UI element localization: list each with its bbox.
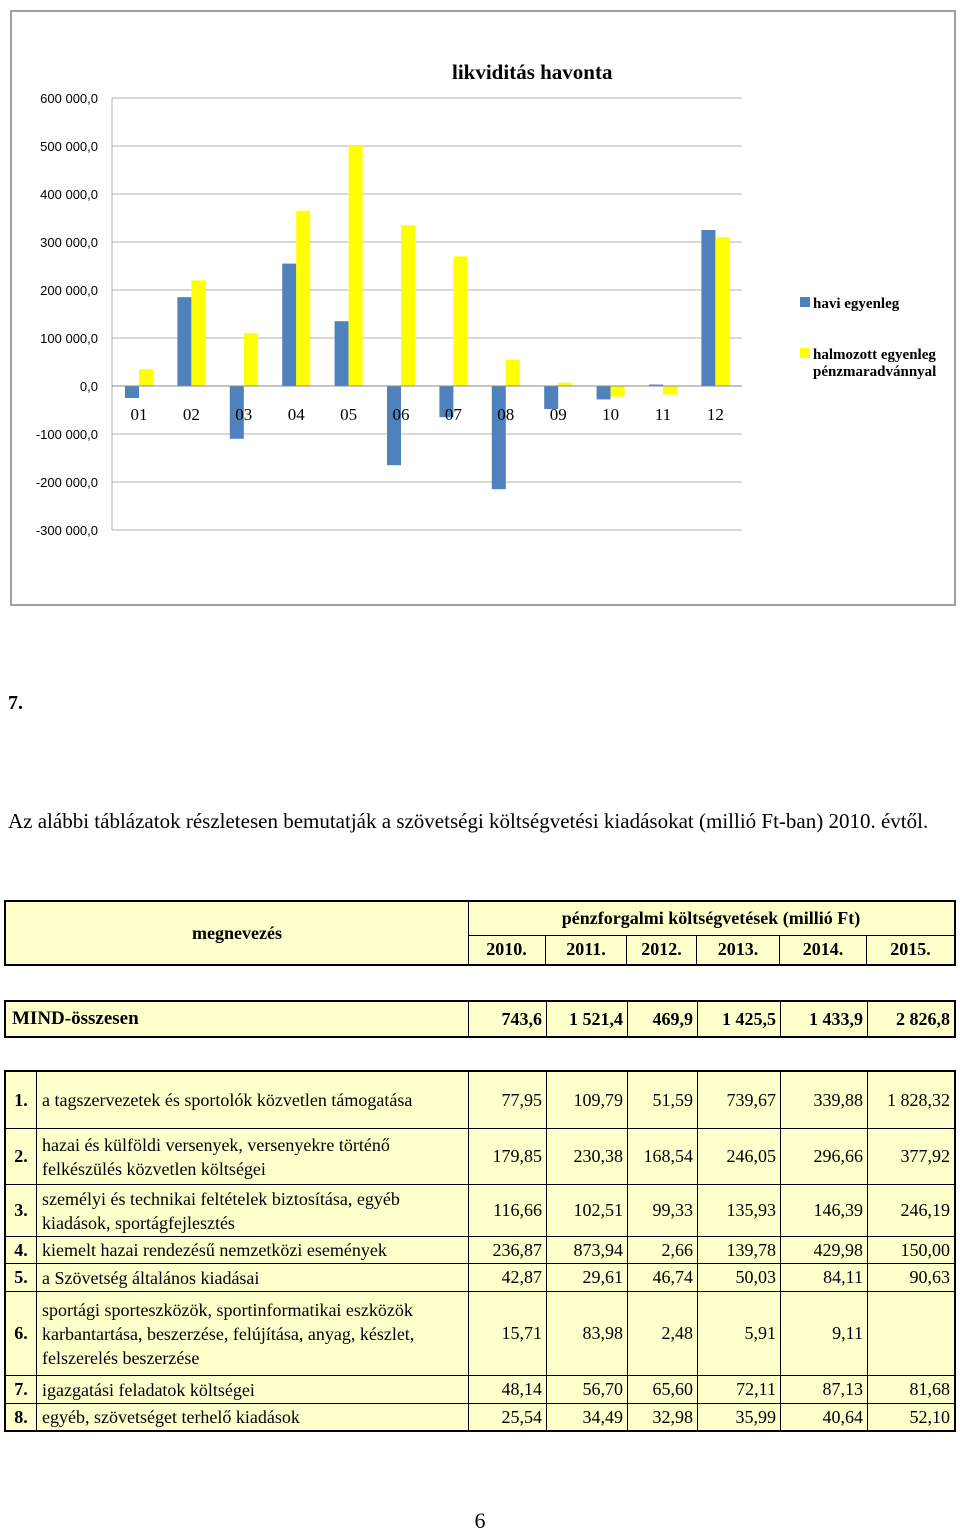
row-value: 102,51 — [546, 1185, 627, 1236]
row-number: 5. — [6, 1264, 37, 1291]
row-value: 296,66 — [780, 1129, 867, 1184]
bar-halmozott-egyenleg — [349, 146, 363, 386]
row-value: 84,11 — [780, 1264, 867, 1291]
x-category-label: 01 — [130, 405, 148, 424]
year-header: 2013. — [697, 935, 780, 964]
page-number: 6 — [474, 1508, 486, 1533]
row-value: 99,33 — [627, 1185, 697, 1236]
year-header: 2012. — [627, 935, 697, 964]
row-number: 4. — [6, 1237, 37, 1263]
x-category-label: 06 — [392, 405, 410, 424]
row-value: 72,11 — [697, 1376, 780, 1403]
year-header: 2015. — [890, 939, 931, 959]
row-value: 52,10 — [867, 1404, 954, 1430]
row-value: 146,39 — [780, 1185, 867, 1236]
name-column-header: megnevezés — [6, 902, 469, 964]
y-tick-label: 400 000,0 — [40, 187, 98, 202]
bar-havi-egyenleg — [701, 230, 715, 386]
row-value: 116,66 — [468, 1185, 546, 1236]
x-category-label: 03 — [235, 405, 253, 424]
row-value: 35,99 — [697, 1404, 780, 1430]
section-number: 7. — [8, 692, 23, 714]
row-name: sportági sporteszközök, sportinformatikai eszközök karbantartása, beszerzése, felújítása, anyag, készlet, felszerelés beszerzése — [42, 1299, 415, 1368]
row-value: 83,98 — [546, 1292, 627, 1375]
row-value: 51,59 — [627, 1072, 697, 1128]
row-value: 15,71 — [468, 1292, 546, 1375]
table-row — [6, 1237, 954, 1264]
row-value: 87,13 — [780, 1376, 867, 1403]
row-value: 9,11 — [780, 1292, 867, 1375]
row-value: 109,79 — [546, 1072, 627, 1128]
row-value: 739,67 — [697, 1072, 780, 1128]
row-value: 81,68 — [867, 1376, 954, 1403]
bar-halmozott-egyenleg — [453, 256, 467, 386]
total-value: 1 433,9 — [780, 1002, 867, 1036]
row-value: 2,48 — [627, 1292, 697, 1375]
bar-halmozott-egyenleg — [663, 386, 677, 395]
row-value — [867, 1292, 954, 1375]
row-value: 179,85 — [468, 1129, 546, 1184]
table-header — [4, 900, 956, 966]
table-row — [6, 1185, 954, 1237]
row-value: 29,61 — [546, 1264, 627, 1291]
row-value: 77,95 — [468, 1072, 546, 1128]
total-value: 743,6 — [468, 1002, 546, 1036]
y-tick-label: 100 000,0 — [40, 331, 98, 346]
bar-halmozott-egyenleg — [715, 237, 729, 386]
x-category-label: 09 — [549, 405, 567, 424]
row-value: 150,00 — [867, 1237, 954, 1263]
legend-swatch-halmozott — [800, 348, 810, 358]
x-category-label: 04 — [287, 405, 305, 424]
total-value: 1 425,5 — [697, 1002, 780, 1036]
row-value: 34,49 — [546, 1404, 627, 1430]
total-value: 1 521,4 — [546, 1002, 627, 1036]
table-row — [6, 1072, 954, 1129]
y-tick-label: 600 000,0 — [40, 91, 98, 106]
bar-halmozott-egyenleg — [611, 386, 625, 397]
row-number: 6. — [6, 1292, 37, 1375]
bar-halmozott-egyenleg — [401, 225, 415, 386]
table-row — [6, 1376, 954, 1404]
bar-havi-egyenleg — [387, 386, 401, 465]
row-value: 873,94 — [546, 1237, 627, 1263]
y-tick-label: -100 000,0 — [35, 427, 98, 442]
legend-swatch-havi — [800, 297, 810, 307]
year-header: 2014. — [780, 935, 867, 964]
year-header: 2010. — [468, 935, 546, 964]
bar-halmozott-egyenleg — [506, 360, 520, 386]
row-value: 50,03 — [697, 1264, 780, 1291]
row-value: 377,92 — [867, 1129, 954, 1184]
row-name: egyéb, szövetséget terhelő kiadások — [42, 1407, 300, 1427]
x-category-label: 10 — [602, 405, 620, 424]
legend-label-halmozott: halmozott egyenleg — [813, 347, 936, 363]
row-value: 168,54 — [627, 1129, 697, 1184]
total-label: MIND-összesen — [12, 1008, 139, 1029]
legend-label-havi: havi egyenleg — [813, 296, 900, 312]
row-number: 8. — [6, 1404, 37, 1430]
bar-havi-egyenleg — [282, 264, 296, 386]
row-value: 25,54 — [468, 1404, 546, 1430]
row-name: kiemelt hazai rendezésű nemzetközi események — [42, 1240, 387, 1260]
row-number: 7. — [6, 1376, 37, 1403]
y-tick-label: -300 000,0 — [35, 523, 98, 538]
bar-halmozott-egyenleg — [296, 211, 310, 386]
total-row — [4, 1000, 956, 1038]
x-category-label: 07 — [444, 405, 462, 424]
row-value: 246,05 — [697, 1129, 780, 1184]
x-category-label: 11 — [654, 405, 672, 424]
table-row — [6, 1404, 954, 1430]
x-category-label: 05 — [340, 405, 358, 424]
y-tick-label: 500 000,0 — [40, 139, 98, 154]
year-header: 2011. — [546, 935, 627, 964]
y-tick-label: 300 000,0 — [40, 235, 98, 250]
bar-halmozott-egyenleg — [139, 369, 153, 386]
detail-table — [4, 1070, 956, 1432]
row-value: 246,19 — [867, 1185, 954, 1236]
row-value: 139,78 — [697, 1237, 780, 1263]
row-value: 48,14 — [468, 1376, 546, 1403]
x-category-label: 12 — [706, 405, 724, 424]
row-value: 1 828,32 — [867, 1072, 954, 1128]
row-number: 2. — [6, 1129, 37, 1184]
row-name: hazai és külföldi versenyek, versenyekre történő felkészülés közvetlen költségei — [42, 1134, 390, 1179]
row-name: a Szövetség általános kiadásai — [42, 1267, 260, 1288]
y-tick-label: 200 000,0 — [40, 283, 98, 298]
total-value: 469,9 — [627, 1002, 697, 1036]
bar-havi-egyenleg — [335, 321, 349, 386]
total-value: 2 826,8 — [867, 1002, 954, 1036]
budget-group-header: pénzforgalmi költségvetések (millió Ft) — [468, 902, 954, 936]
row-value: 32,98 — [627, 1404, 697, 1430]
row-number: 3. — [6, 1185, 37, 1236]
bar-halmozott-egyenleg — [191, 280, 205, 386]
row-value: 230,38 — [546, 1129, 627, 1184]
row-value: 429,98 — [780, 1237, 867, 1263]
bar-halmozott-egyenleg — [558, 383, 572, 386]
row-value: 236,87 — [468, 1237, 546, 1263]
bar-havi-egyenleg — [492, 386, 506, 489]
row-name: személyi és technikai feltételek biztosítása, egyéb kiadások, sportágfejlesztés — [42, 1188, 400, 1233]
row-value: 339,88 — [780, 1072, 867, 1128]
liquidity-chart — [12, 12, 954, 604]
x-category-label: 08 — [497, 405, 515, 424]
row-number: 1. — [6, 1072, 37, 1128]
row-value: 90,63 — [867, 1264, 954, 1291]
bar-havi-egyenleg — [125, 386, 139, 398]
chart-frame — [10, 10, 956, 606]
intro-paragraph: Az alábbi táblázatok részletesen bemutatják a szövetségi költségvetési kiadásokat (millió Ft-ban) 2010. évtől. — [8, 809, 929, 833]
bar-havi-egyenleg — [597, 386, 611, 399]
legend-label-penzmaradvany: pénzmaradvánnyal — [813, 364, 937, 380]
row-name: a tagszervezetek és sportolók közvetlen támogatása — [42, 1090, 413, 1110]
row-value: 65,60 — [627, 1376, 697, 1403]
x-category-label: 02 — [182, 405, 200, 424]
row-value: 46,74 — [627, 1264, 697, 1291]
row-value: 42,87 — [468, 1264, 546, 1291]
table-row — [6, 1264, 954, 1292]
bar-havi-egyenleg — [177, 297, 191, 386]
row-value: 135,93 — [697, 1185, 780, 1236]
row-name: igazgatási feladatok költségei — [42, 1379, 255, 1400]
row-value: 5,91 — [697, 1292, 780, 1375]
row-value: 40,64 — [780, 1404, 867, 1430]
table-row — [6, 1129, 954, 1185]
bar-halmozott-egyenleg — [244, 333, 258, 386]
row-value: 56,70 — [546, 1376, 627, 1403]
y-tick-label: -200 000,0 — [35, 475, 98, 490]
y-tick-label: 0,0 — [79, 379, 98, 394]
table-row — [6, 1292, 954, 1376]
chart-title: likviditás havonta — [452, 60, 613, 84]
row-value: 2,66 — [627, 1237, 697, 1263]
